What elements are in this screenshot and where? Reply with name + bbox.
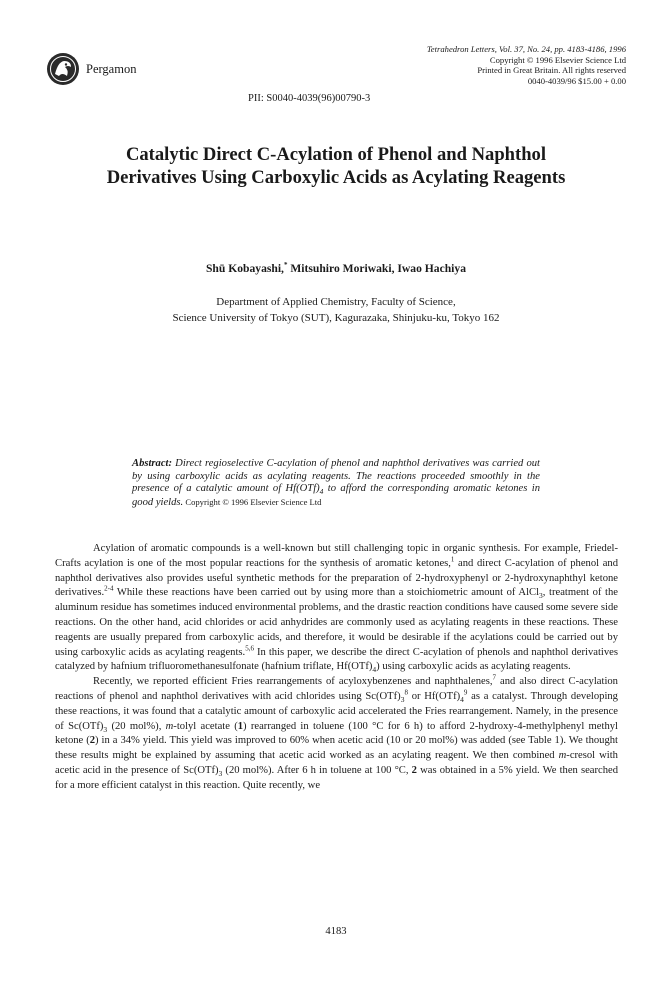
author-1: Shū Kobayashi, xyxy=(205,262,284,275)
author-2-3: Mitsuhiro Moriwaki, Iwao Hachiya xyxy=(287,262,466,275)
p2-text: (20 mol%), xyxy=(107,720,166,732)
compound-1: 1 xyxy=(237,720,244,732)
p1-text: In this paper, we describe the direct C-acylation of phenols and naphthol derivatives catalyzed by hafnium trifluoromethanesulfonate (hafnium triflate, Hf(OTf) xyxy=(55,646,618,673)
compound-2: 2 xyxy=(411,764,417,776)
subscript: 3 xyxy=(400,695,405,705)
compound-2: 2 xyxy=(89,735,96,747)
p2-text: Recently, we reported efficient Fries rearrangements of acyloxybenzenes and naphthalenes, xyxy=(93,676,493,688)
journal-line-1: Tetrahedron Letters, Vol. 37, No. 24, pp. 4183-4186, 1996 xyxy=(426,44,626,54)
p2-text: and also direct C-acylation reactions of phenol and naphthol derivatives with acid chlorides using Sc(OTf) xyxy=(55,676,618,702)
p2-text: or Hf(OTf) xyxy=(407,690,461,702)
journal-line-3: Printed in Great Britain. All rights reserved xyxy=(477,65,626,76)
p2-text: -cresol with acetic acid in the presence of Sc(OTf) xyxy=(55,750,618,776)
affiliation xyxy=(40,294,632,326)
reference-1: 1 xyxy=(450,555,455,564)
p2-text: was obtained in a 5% yield. We then searched for a more efficient catalyst in this reaction. Quite recently, we xyxy=(55,764,619,791)
p2-text: (20 mol%). After 6 h in toluene at 100 °C, xyxy=(222,764,412,776)
subscript: 4 xyxy=(372,665,377,675)
p1-text: , treatment of the aluminum residue has sometimes induced environmental problems, and the drastic reaction conditions have caused some severe side reactions. On the other hand, acid chlorides or acid anhydrides are commonly used as acylating reagents in these reactions. These reagents are usually prepared from carboxylic acids, and therefore, it would be desirable if the acylations could be carried out by using carboxylic acids as acylating reagents. xyxy=(55,587,618,658)
abstract-copyright: Copyright © 1996 Elsevier Science Ltd xyxy=(183,496,322,507)
affiliation-line-1: Department of Applied Chemistry, Faculty of Science, xyxy=(216,296,456,308)
reference-2-4: 2-4 xyxy=(104,584,114,593)
abstract-catalyst: Hf(OTf) xyxy=(285,483,320,495)
journal-citation xyxy=(296,44,626,86)
title-line-2: Derivatives Using Carboxylic Acids as Acylating Reagents xyxy=(106,167,566,188)
reference-9: 9 xyxy=(463,688,468,697)
reference-8: 8 xyxy=(404,688,408,697)
abstract-text: Direct regioselective C-acylation of phenol and naphthol derivatives was carried out by using carboxylic acids as acylating reagents. The reactions proceeded smoothly in the presence of a catalytic amount of xyxy=(132,458,540,495)
subscript: 3 xyxy=(103,724,108,734)
publisher-name: Pergamon xyxy=(86,62,137,76)
p1-text: and direct C-acylation of phenol and naphthol derivatives also provides useful synthetic methods for the preparation of 2-hydroxyphenyl or 2-hydroxynaphthyl ketone derivatives. xyxy=(55,557,618,599)
abstract xyxy=(132,458,540,509)
p1-text: While these reactions have been carried out by using more than a stoichiometric amount of AlCl xyxy=(113,587,540,599)
italic-m: m xyxy=(165,720,174,732)
title-line-1: Catalytic Direct C-Acylation of Phenol and Naphthol xyxy=(125,144,547,165)
italic-m: m xyxy=(558,750,567,762)
author-list xyxy=(40,262,632,275)
p2-text: -tolyl acetate ( xyxy=(173,720,238,732)
reference-5-6: 5,6 xyxy=(245,644,254,653)
abstract-text-2: to afford the corresponding aromatic ketones in good yields. xyxy=(132,483,540,508)
p1-text: ) using carboxylic acids as acylating reagents. xyxy=(376,661,571,673)
abstract-catalyst-sub: 4 xyxy=(319,487,324,497)
paper-title xyxy=(40,143,632,189)
paragraph-1 xyxy=(55,542,618,675)
subscript: 3 xyxy=(218,769,223,779)
paragraph-2 xyxy=(55,675,618,793)
affiliation-line-2: Science University of Tokyo (SUT), Kagurazaka, Shinjuku-ku, Tokyo 162 xyxy=(172,312,500,324)
journal-line-4: 0040-4039/96 $15.00 + 0.00 xyxy=(527,75,626,86)
subscript: 3 xyxy=(539,591,543,601)
page-number: 4183 xyxy=(325,926,347,937)
reference-7: 7 xyxy=(492,673,496,682)
p2-text: ) rearranged in toluene (100 °C for 6 h) to afford 2-hydroxy-4-methylphenyl methyl ketone ( xyxy=(55,720,618,747)
p2-text: as a catalyst. Through developing these reactions, it was found that a catalytic amount of carboxylic acid accelerated the Fries rearrangement. Namely, in the presence of Sc(OTf) xyxy=(55,690,618,732)
body-text xyxy=(55,542,618,794)
p2-text: ) in a 34% yield. This yield was improved to 60% when acetic acid (10 or 20 mol%) was added (see Table 1). We thought these results might be explained by assuming that acetic acid worked as an acylating reagent. We then combined xyxy=(55,735,618,762)
pergamon-logo xyxy=(46,52,80,86)
pii-identifier: PII: S0040-4039(96)00790-3 xyxy=(248,93,371,104)
abstract-label: Abstract: xyxy=(132,458,173,469)
subscript: 4 xyxy=(460,695,464,705)
corresponding-author-mark: * xyxy=(283,261,288,270)
p1-text: Acylation of aromatic compounds is a well-known but still challenging topic in organic synthesis. For example, Friedel-Crafts acylation is one of the most popular reactions for the synthesis of aromatic ketones, xyxy=(55,543,618,569)
journal-line-2: Copyright © 1996 Elsevier Science Ltd xyxy=(489,54,626,65)
